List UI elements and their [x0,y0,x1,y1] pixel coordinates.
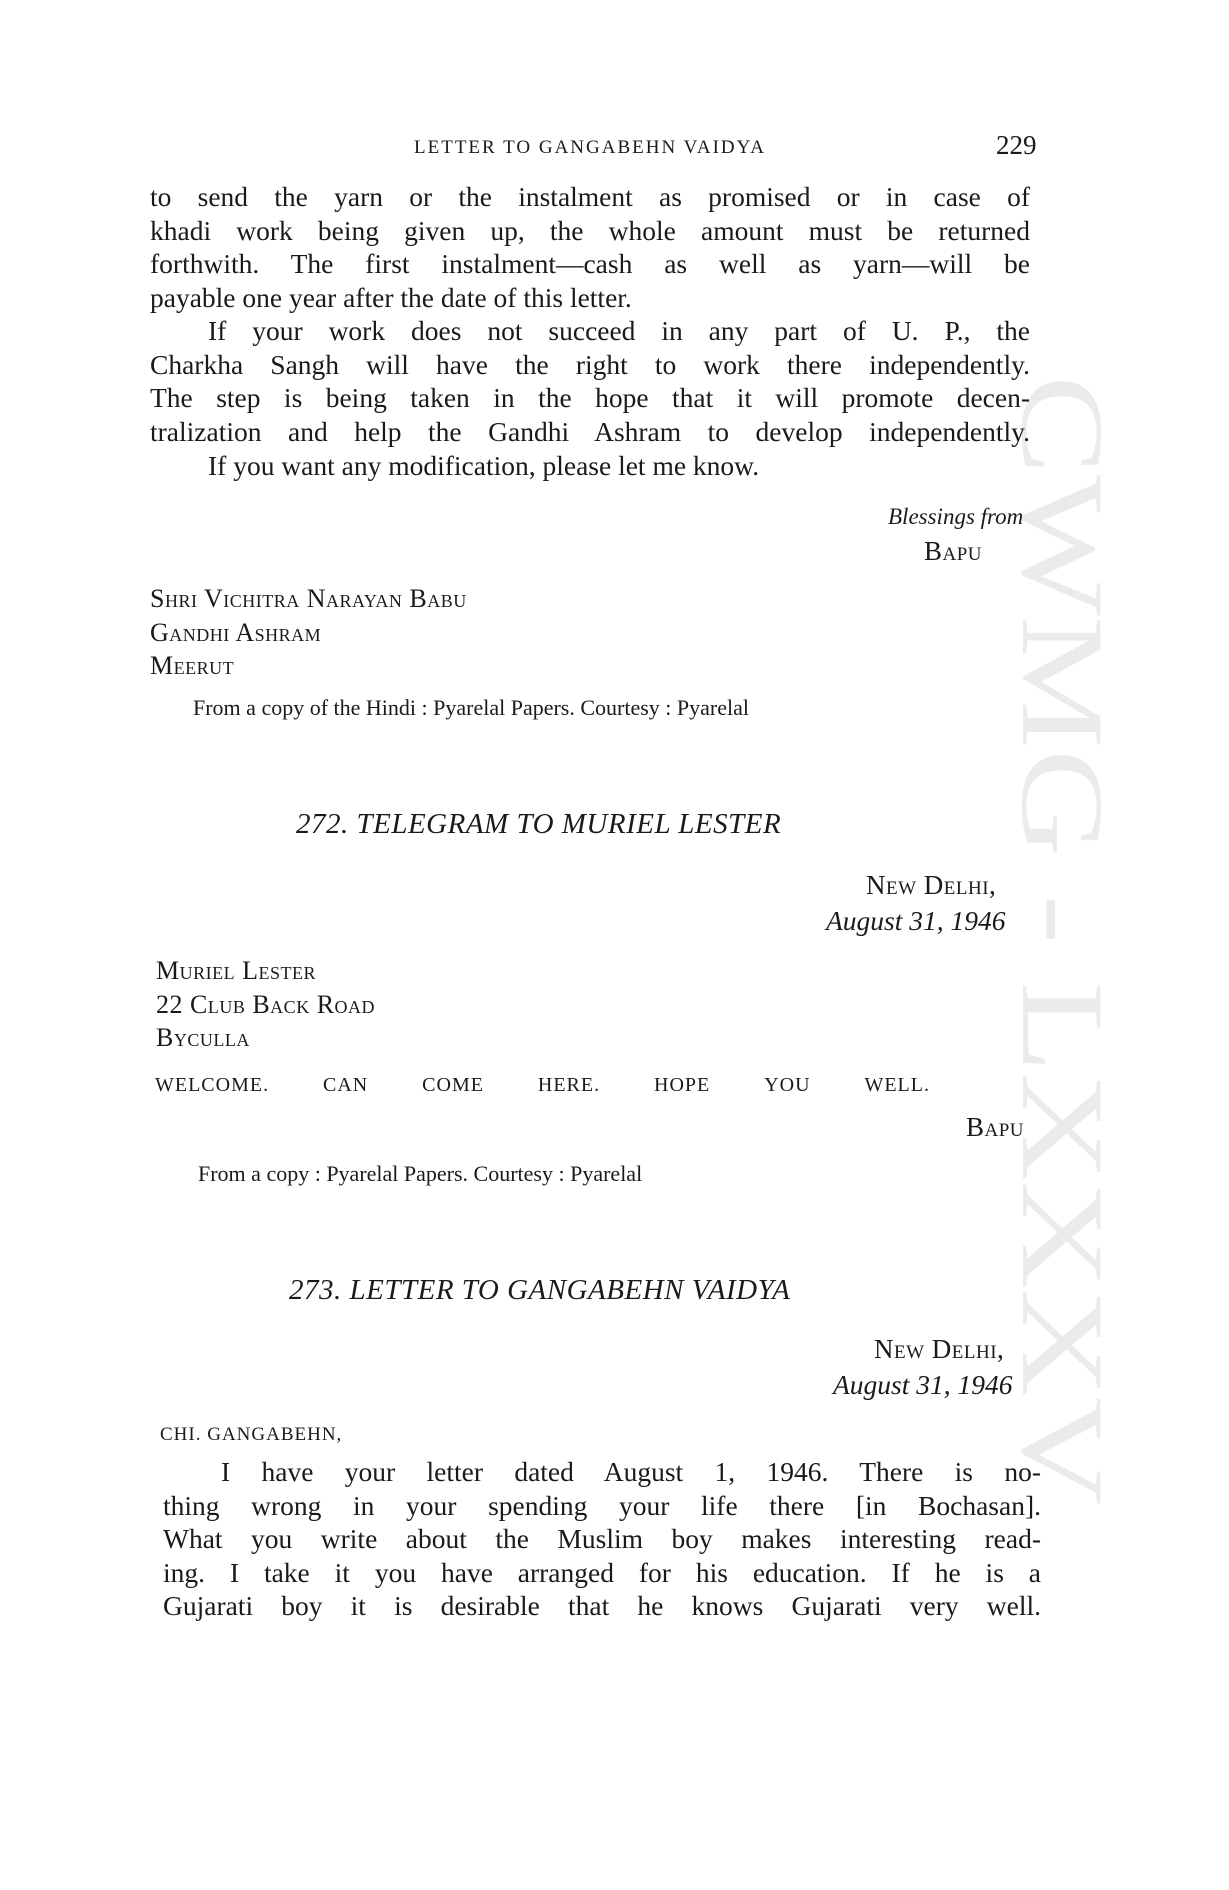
text-line: khadi work being given up, the whole amount must be returned [150,214,1030,246]
telegram-word: WELCOME. [155,1074,270,1096]
source-note: From a copy of the Hindi : Pyarelal Papers. Courtesy : Pyarelal [193,695,749,720]
address-line: Byculla [156,1023,250,1053]
text-line: If your work does not succeed in any part of U. P., the [208,315,1030,346]
continuation-paragraph-3: If you want any modification, please let me know. [208,450,760,481]
text-line: I have your letter dated August 1, 1946. There is no- [221,1456,1041,1487]
text-line: ing. I take it you have arranged for his education. If he is a [163,1556,1041,1588]
address-line: Muriel Lester [156,956,316,985]
signature: Bapu [966,1112,1025,1142]
watermark [1005,375,1105,1515]
telegram-word: HERE. [537,1074,601,1096]
text-line: payable one year after the date of this letter. [150,281,632,313]
place-line: New Delhi, [874,1334,1005,1364]
continuation-paragraph-1 [150,180,1030,314]
letter-body [163,1455,1041,1623]
watermark-text: CWMG LXXXV [1005,375,1105,1267]
addressee-block [156,954,375,1055]
document-heading: 272. TELEGRAM TO MURIEL LESTER [296,808,782,840]
salutation: CHI. GANGABEHN, [160,1424,343,1445]
telegram-word: WELL. [864,1074,930,1096]
text-line: forthwith. The first instalment—cash as well as yarn—will be [150,248,1030,280]
date-line: August 31, 1946 [826,905,1006,936]
address-line: Gandhi Ashram [150,617,322,647]
telegram-text [155,1074,930,1097]
text-line: tralization and help the Gandhi Ashram to develop independently. [150,415,1030,447]
address-line: Meerut [150,651,235,681]
text-line: to send the yarn or the instalment as promised or in case of [150,181,1030,212]
page-number: 229 [996,130,1037,160]
document-heading: 273. LETTER TO GANGABEHN VAIDYA [289,1274,791,1306]
text-line: What you write about the Muslim boy makes interesting read- [163,1523,1041,1555]
signature: Bapu [924,536,983,566]
date-line: August 31, 1946 [833,1369,1013,1400]
text-line: Gujarati boy it is desirable that he knows Gujarati very well. [163,1590,1041,1622]
address-line: Shri Vichitra Narayan Babu [150,584,467,613]
telegram-word: COME [422,1074,484,1096]
text-line: thing wrong in your spending your life there [in Bochasan]. [163,1489,1041,1521]
telegram-word: YOU [764,1074,811,1096]
continuation-paragraph-2 [150,314,1030,448]
running-title: LETTER TO GANGABEHN VAIDYA [414,137,766,158]
text-line: The step is being taken in the hope that it will promote decen- [150,382,1030,414]
text-line: Charkha Sangh will have the right to work there independently. [150,348,1030,380]
closing-blessings: Blessings from [888,504,1024,529]
telegram-word: CAN [323,1074,369,1096]
place-line: New Delhi, [866,870,997,900]
source-note: From a copy : Pyarelal Papers. Courtesy : Pyarelal [198,1161,643,1186]
addressee-block [150,582,467,683]
address-line: 22 Club Back Road [156,989,376,1019]
telegram-word: HOPE [654,1074,711,1096]
